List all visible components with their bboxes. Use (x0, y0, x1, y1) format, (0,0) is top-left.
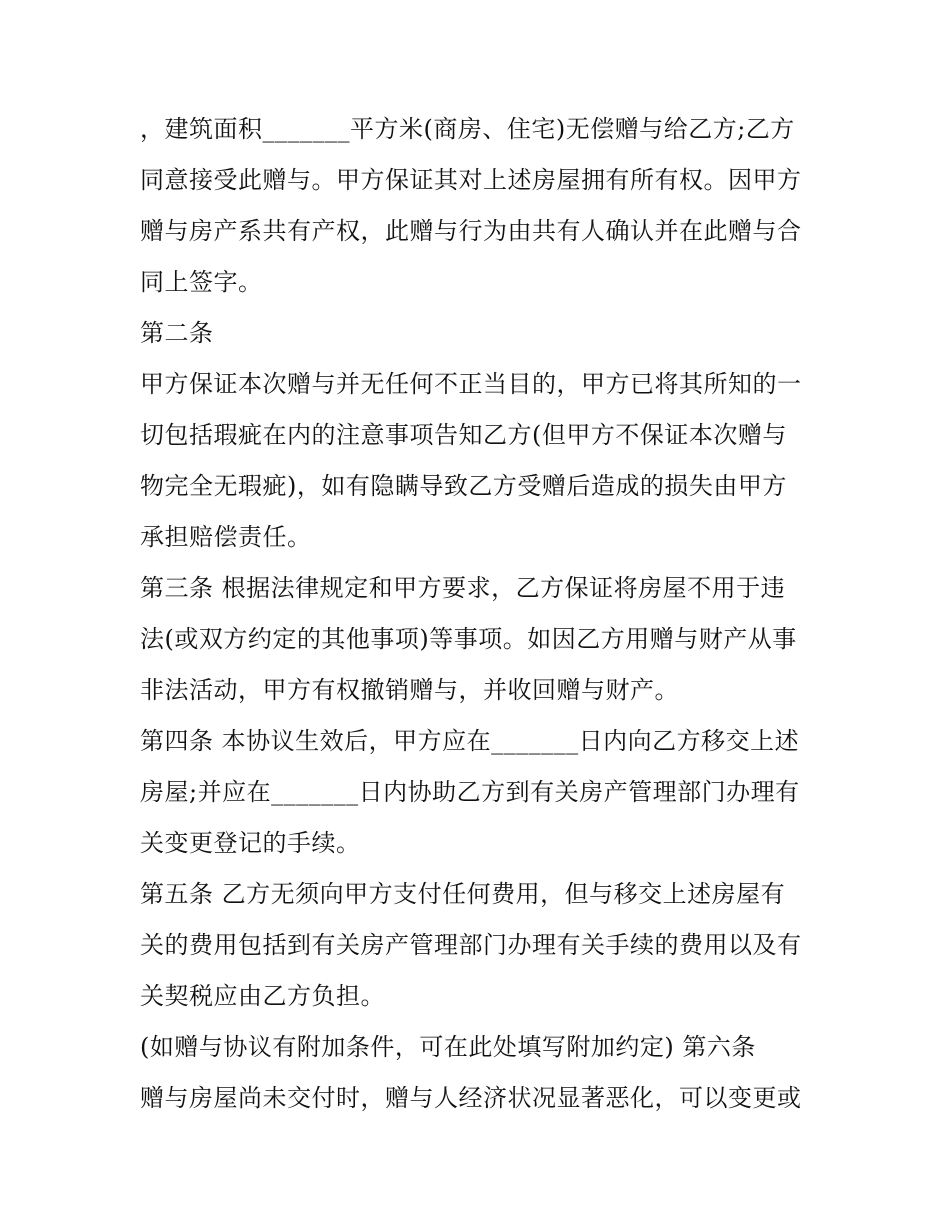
text-line: 赠与房产系共有产权，此赠与行为由共有人确认并在此赠与合 (140, 217, 802, 245)
text-line: 法(或双方约定的其他事项)等事项。如因乙方用赠与财产从事 (140, 625, 797, 653)
text-line: 关的费用包括到有关房产管理部门办理有关手续的费用以及有 (140, 931, 802, 959)
text-line: 物完全无瑕疵)，如有隐瞒导致乙方受赠后造成的损失由甲方 (140, 472, 787, 500)
text-line: 同上签字。 (140, 268, 263, 296)
article-heading: 第二条 (140, 319, 214, 347)
text-line: 甲方保证本次赠与并无任何不正当目的，甲方已将其所知的一 (140, 370, 802, 398)
text-line: (如赠与协议有附加条件，可在此处填写附加约定) 第六条 (140, 1033, 756, 1061)
text-line: ，建筑面积_______平方米(商房、住宅)无偿赠与给乙方;乙方 (140, 115, 795, 143)
text-line: 承担赔偿责任。 (140, 523, 312, 551)
document-body (140, 104, 820, 1124)
text-line: 非法活动，甲方有权撤销赠与，并收回赠与财产。 (140, 676, 679, 704)
text-line: 房屋;并应在_______日内协助乙方到有关房产管理部门办理有 (140, 778, 800, 806)
text-line: 关变更登记的手续。 (140, 829, 361, 857)
text-line: 第三条 根据法律规定和甲方要求，乙方保证将房屋不用于违 (140, 574, 786, 602)
text-line: 关契税应由乙方负担。 (140, 982, 385, 1010)
text-line: 第四条 本协议生效后，甲方应在_______日内向乙方移交上述 (140, 727, 800, 755)
text-line: 赠与房屋尚未交付时，赠与人经济状况显著恶化，可以变更或 (140, 1084, 802, 1112)
text-line: 第五条 乙方无须向甲方支付任何费用，但与移交上述房屋有 (140, 880, 786, 908)
text-line: 切包括瑕疵在内的注意事项告知乙方(但甲方不保证本次赠与 (140, 421, 787, 449)
text-line: 同意接受此赠与。甲方保证其对上述房屋拥有所有权。因甲方 (140, 166, 802, 194)
